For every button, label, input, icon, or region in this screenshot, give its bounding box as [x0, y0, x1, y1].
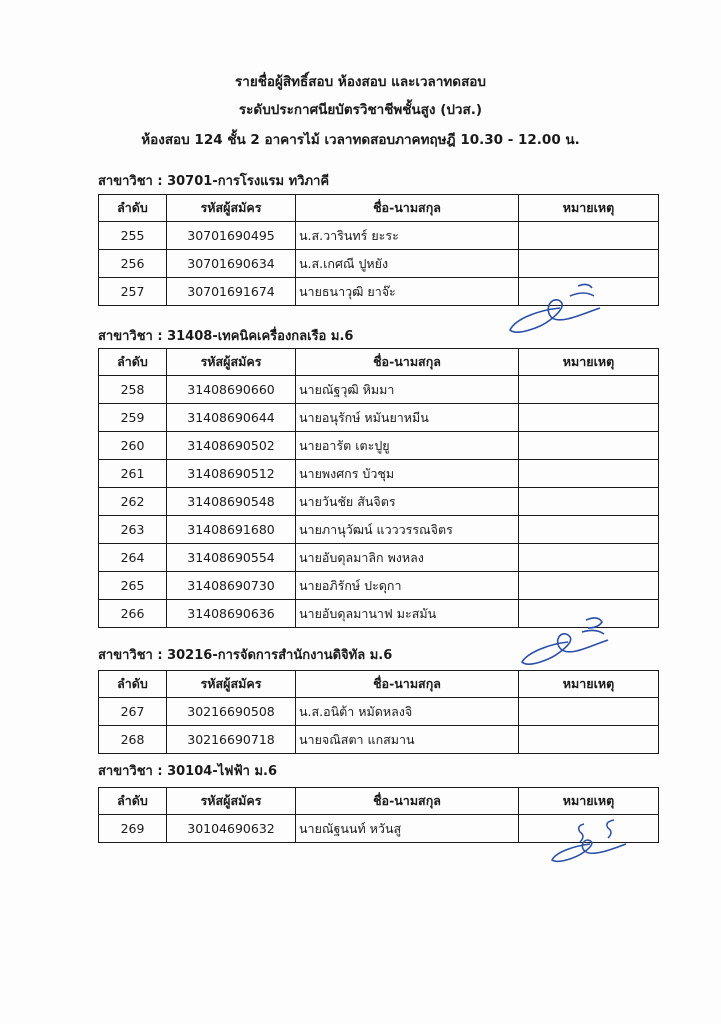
row-order: 255: [99, 222, 167, 250]
row-order: 265: [99, 572, 167, 600]
row-applicant-id: 30701690634: [167, 250, 296, 278]
column-header-name: ชื่อ-นามสกุล: [296, 788, 519, 815]
row-remark: [519, 222, 659, 250]
row-remark: [519, 815, 659, 843]
row-applicant-id: 31408690660: [167, 376, 296, 404]
row-name: นายณัฐวุฒิ หิมมา: [296, 376, 519, 404]
row-order: 263: [99, 516, 167, 544]
column-header-order: ลำดับ: [99, 788, 167, 815]
row-order: 269: [99, 815, 167, 843]
row-remark: [519, 698, 659, 726]
row-order: 257: [99, 278, 167, 306]
section-title-electrical: สาขาวิชา : 30104-ไฟฟ้า ม.6: [98, 764, 278, 779]
table-row: [99, 250, 659, 278]
row-applicant-id: 30216690508: [167, 698, 296, 726]
roster-table-hotel: [98, 194, 659, 306]
row-remark: [519, 572, 659, 600]
table-header-row: [99, 349, 659, 376]
document-subtitle: ระดับประกาศนียบัตรวิชาชีพชั้นสูง (ปวส.): [238, 102, 483, 118]
column-header-applicant-id: รหัสผู้สมัคร: [167, 195, 296, 222]
row-name: นายพงศกร บัวชุม: [296, 460, 519, 488]
column-header-order: ลำดับ: [99, 671, 167, 698]
row-name: น.ส.อนิต้า หมัดหลงจิ: [296, 698, 519, 726]
roster-table-electrical: [98, 787, 659, 843]
section-title-digital-office: สาขาวิชา : 30216-การจัดการสำนักงานดิจิทัล ม.6: [98, 648, 393, 663]
roster-table-marine-engine: [98, 348, 659, 628]
row-applicant-id: 31408690512: [167, 460, 296, 488]
row-remark: [519, 432, 659, 460]
table-row: [99, 460, 659, 488]
exam-room-info: ห้องสอบ 124 ชั้น 2 อาคารไม้ เวลาทดสอบภาคทฤษฎี 10.30 - 12.00 น.: [141, 132, 580, 148]
table-row: [99, 376, 659, 404]
row-remark: [519, 404, 659, 432]
row-name: นายอนุรักษ์ หมันยาหมีน: [296, 404, 519, 432]
column-header-order: ลำดับ: [99, 195, 167, 222]
row-name: น.ส.เกศณี ปูหยัง: [296, 250, 519, 278]
row-name: นายธนาวุฒิ ยาจ๊ะ: [296, 278, 519, 306]
row-name: นายอารัต เตะปูยู: [296, 432, 519, 460]
row-order: 266: [99, 600, 167, 628]
column-header-applicant-id: รหัสผู้สมัคร: [167, 671, 296, 698]
row-order: 256: [99, 250, 167, 278]
row-applicant-id: 31408690548: [167, 488, 296, 516]
row-remark: [519, 516, 659, 544]
column-header-order: ลำดับ: [99, 349, 167, 376]
table-row: [99, 222, 659, 250]
table-row: [99, 726, 659, 754]
row-remark: [519, 460, 659, 488]
column-header-applicant-id: รหัสผู้สมัคร: [167, 788, 296, 815]
row-applicant-id: 31408690502: [167, 432, 296, 460]
row-name: นายอับดุลมานาฟ มะสมัน: [296, 600, 519, 628]
row-remark: [519, 544, 659, 572]
table-row: [99, 815, 659, 843]
row-applicant-id: 30216690718: [167, 726, 296, 754]
section-title-marine-engine: สาขาวิชา : 31408-เทคนิคเครื่องกลเรือ ม.6: [98, 329, 354, 344]
row-applicant-id: 31408691680: [167, 516, 296, 544]
row-applicant-id: 31408690554: [167, 544, 296, 572]
table-row: [99, 404, 659, 432]
column-header-name: ชื่อ-นามสกุล: [296, 671, 519, 698]
row-applicant-id: 31408690636: [167, 600, 296, 628]
row-remark: [519, 376, 659, 404]
row-order: 259: [99, 404, 167, 432]
table-header-row: [99, 195, 659, 222]
roster-table-digital-office: [98, 670, 659, 754]
column-header-remark: หมายเหตุ: [519, 788, 659, 815]
section-title-hotel: สาขาวิชา : 30701-การโรงแรม ทวิภาคี: [98, 174, 330, 189]
table-row: [99, 544, 659, 572]
row-order: 261: [99, 460, 167, 488]
document-title: รายชื่อผู้สิทธิ์สอบ ห้องสอบ และเวลาทดสอบ: [235, 74, 486, 90]
row-applicant-id: 30701690495: [167, 222, 296, 250]
row-remark: [519, 726, 659, 754]
row-applicant-id: 31408690730: [167, 572, 296, 600]
table-row: [99, 600, 659, 628]
table-row: [99, 572, 659, 600]
row-order: 267: [99, 698, 167, 726]
column-header-remark: หมายเหตุ: [519, 671, 659, 698]
row-order: 268: [99, 726, 167, 754]
column-header-applicant-id: รหัสผู้สมัคร: [167, 349, 296, 376]
table-header-row: [99, 671, 659, 698]
row-remark: [519, 250, 659, 278]
row-remark: [519, 600, 659, 628]
column-header-name: ชื่อ-นามสกุล: [296, 195, 519, 222]
row-order: 260: [99, 432, 167, 460]
table-row: [99, 698, 659, 726]
row-order: 264: [99, 544, 167, 572]
row-name: นายณัฐนนท์ หวันสู: [296, 815, 519, 843]
row-applicant-id: 30701691674: [167, 278, 296, 306]
row-name: นายภานุวัฒน์ แวววรรณจิตร: [296, 516, 519, 544]
row-name: นายอภิรักษ์ ปะดุกา: [296, 572, 519, 600]
column-header-name: ชื่อ-นามสกุล: [296, 349, 519, 376]
table-header-row: [99, 788, 659, 815]
table-row: [99, 432, 659, 460]
row-order: 262: [99, 488, 167, 516]
row-remark: [519, 278, 659, 306]
row-name: นายอับดุลมาลิก พงหลง: [296, 544, 519, 572]
row-order: 258: [99, 376, 167, 404]
column-header-remark: หมายเหตุ: [519, 349, 659, 376]
row-name: น.ส.วารินทร์ ยะระ: [296, 222, 519, 250]
table-row: [99, 278, 659, 306]
row-remark: [519, 488, 659, 516]
row-name: นายวันชัย สันจิตร: [296, 488, 519, 516]
row-applicant-id: 30104690632: [167, 815, 296, 843]
column-header-remark: หมายเหตุ: [519, 195, 659, 222]
table-row: [99, 516, 659, 544]
table-row: [99, 488, 659, 516]
row-name: นายจณิสตา แกสมาน: [296, 726, 519, 754]
row-applicant-id: 31408690644: [167, 404, 296, 432]
